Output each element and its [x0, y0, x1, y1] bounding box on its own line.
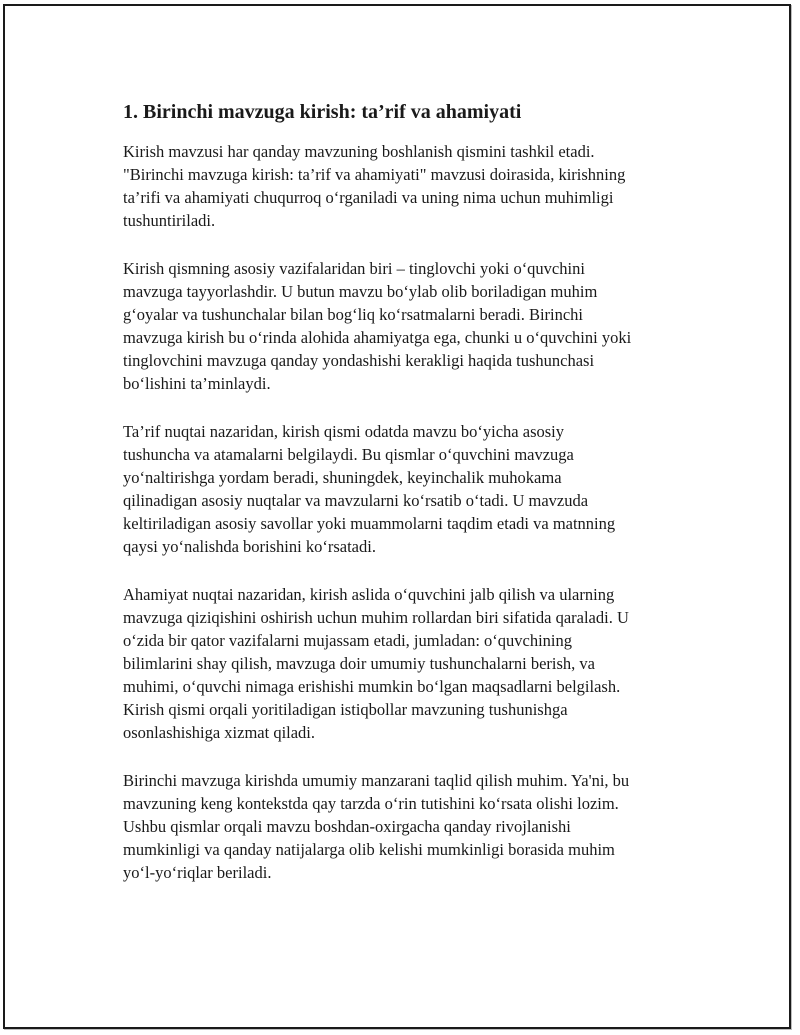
paragraph-importance: Ahamiyat nuqtai nazaridan, kirish aslida o‘quvchini jalb qilish va ularning mavzuga qiziqishini oshirish uchun muhim rollardan biri sifatida qaraladi. U o‘zida bir qator vazifalarni mujassam etadi, jumladan: o‘quvchining bilimlarini shay qilish, mavzuga doir umumiy tushunchalarni berish, va muhimi, o‘quvchi nimaga erishishi mumkin bo‘lgan maqsadlarni belgilash. Kirish qismi orqali yoritiladigan istiqbollar mavzuning tushunishga osonlashishiga xizmat qiladi.: [123, 585, 629, 742]
section-heading: 1. Birinchi mavzuga kirish: ta’rif va ahamiyati: [123, 101, 522, 123]
page-frame: [3, 4, 791, 1029]
paragraph-definition: Ta’rif nuqtai nazaridan, kirish qismi odatda mavzu bo‘yicha asosiy tushuncha va atamalarni belgilaydi. Bu qismlar o‘quvchini mavzuga yo‘naltirishga yordam beradi, shuningdek, keyinchalik muhokama qilinadigan asosiy nuqtalar va mavzularni ko‘rsatib o‘tadi. U mavzuda keltiriladigan asosiy savollar yoki muammolarni taqdim etadi va matnning qaysi yo‘nalishda borishini ko‘rsatadi.: [123, 422, 616, 556]
document-body: [123, 98, 703, 909]
paragraph-function: Kirish qismning asosiy vazifalaridan biri – tinglovchi yoki o‘quvchini mavzuga tayyorlashdir. U butun mavzu bo‘ylab olib boriladigan muhim g‘oyalar va tushunchalar bilan bog‘liq ko‘rsatmalarni beradi. Birinchi mavzuga kirish bu o‘rinda alohida ahamiyatga ega, chunki u o‘quvchini yoki tinglovchini mavzuga qanday yondashishi kerakligi haqida tushunchasi bo‘lishini ta’minlaydi.: [123, 259, 632, 393]
paragraph-overview: Birinchi mavzuga kirishda umumiy manzarani taqlid qilish muhim. Ya'ni, bu mavzuning keng kontekstda qay tarzda o‘rin tutishini ko‘rsata olishi lozim. Ushbu qismlar orqali mavzu boshdan-oxirgacha qanday rivojlanishi mumkinligi va qanday natijalarga olib kelishi mumkinligi borasida muhim yo‘l-yo‘riqlar beriladi.: [123, 771, 630, 882]
paragraph-introduction: Kirish mavzusi har qanday mavzuning boshlanish qismini tashkil etadi. "Birinchi mavzuga kirish: ta’rif va ahamiyati" mavzusi doirasida, kirishning ta’rifi va ahamiyati chuqurroq o‘rganiladi va uning nima uchun muhimligi tushuntiriladi.: [123, 142, 626, 230]
